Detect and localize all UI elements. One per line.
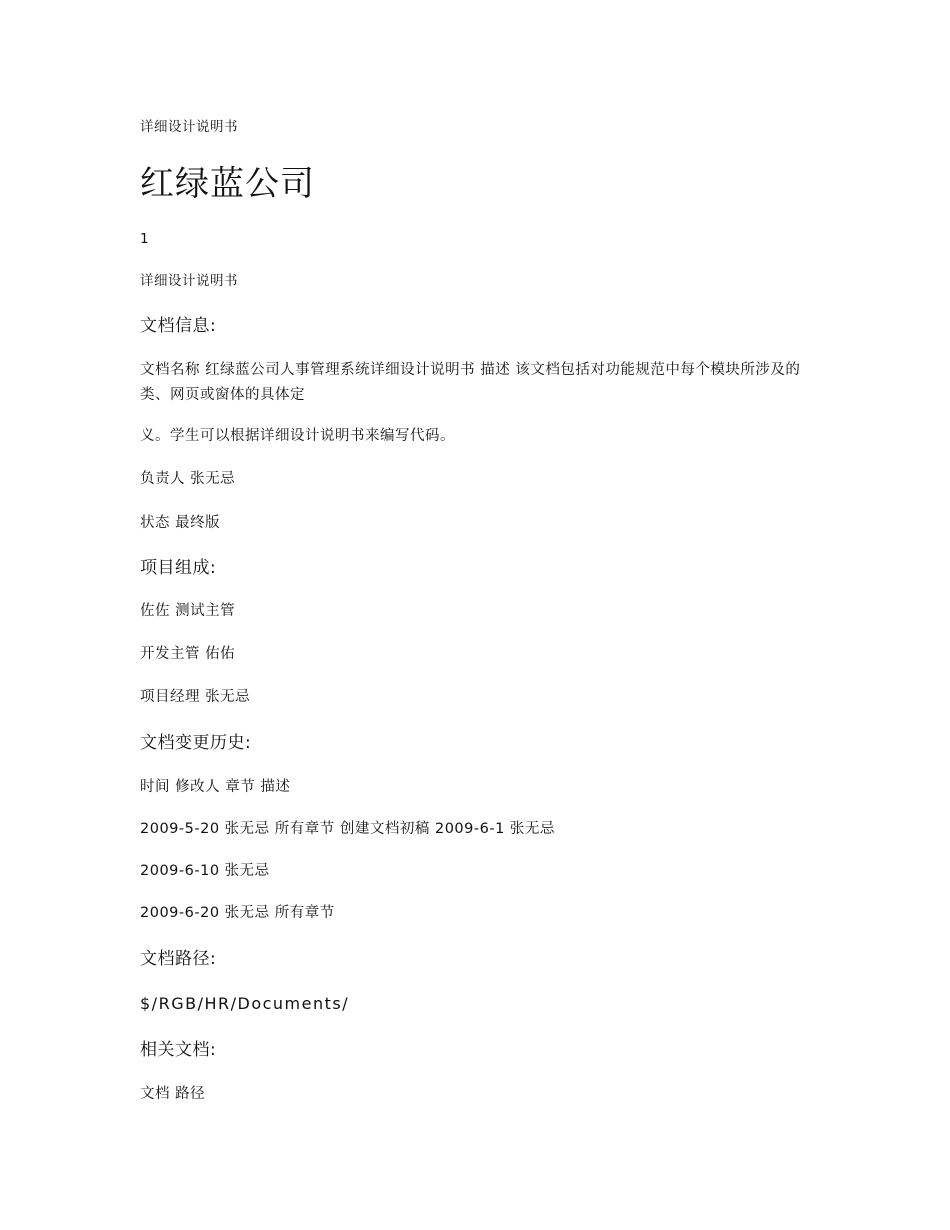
team-row: 项目经理 张无忌 [140, 689, 251, 705]
team-row: 开发主管 佑佑 [140, 646, 236, 662]
team-heading: 项目组成: [140, 558, 217, 578]
company-title: 红绿蓝公司 [140, 164, 315, 204]
doc-info-heading: 文档信息: [140, 316, 217, 336]
history-heading: 文档变更历史: [140, 733, 252, 753]
document-path: $/RGB/HR/Documents/ [140, 994, 350, 1013]
team-row: 佐佐 测试主管 [140, 603, 236, 619]
history-row: 2009-6-10 张无忌 [140, 863, 270, 879]
doc-owner: 负责人 张无忌 [140, 471, 236, 487]
history-row: 2009-6-20 张无忌 所有章节 [140, 905, 335, 921]
related-heading: 相关文档: [140, 1040, 217, 1060]
related-header-row: 文档 路径 [140, 1086, 206, 1102]
page-number: 1 [140, 231, 150, 247]
document-subtitle: 详细设计说明书 [140, 273, 238, 289]
doc-description-continued: 义。学生可以根据详细设计说明书来编写代码。 [140, 428, 455, 444]
doc-status: 状态 最终版 [140, 515, 221, 531]
history-row: 2009-5-20 张无忌 所有章节 创建文档初稿 2009-6-1 张无忌 [140, 821, 555, 837]
doc-name-description: 文档名称 红绿蓝公司人事管理系统详细设计说明书 描述 该文档包括对功能规范中每个模块所涉及的类、网页或窗体的具体定 [140, 362, 801, 403]
history-header-row: 时间 修改人 章节 描述 [140, 779, 291, 795]
path-heading: 文档路径: [140, 949, 217, 969]
header-label: 详细设计说明书 [140, 119, 238, 135]
